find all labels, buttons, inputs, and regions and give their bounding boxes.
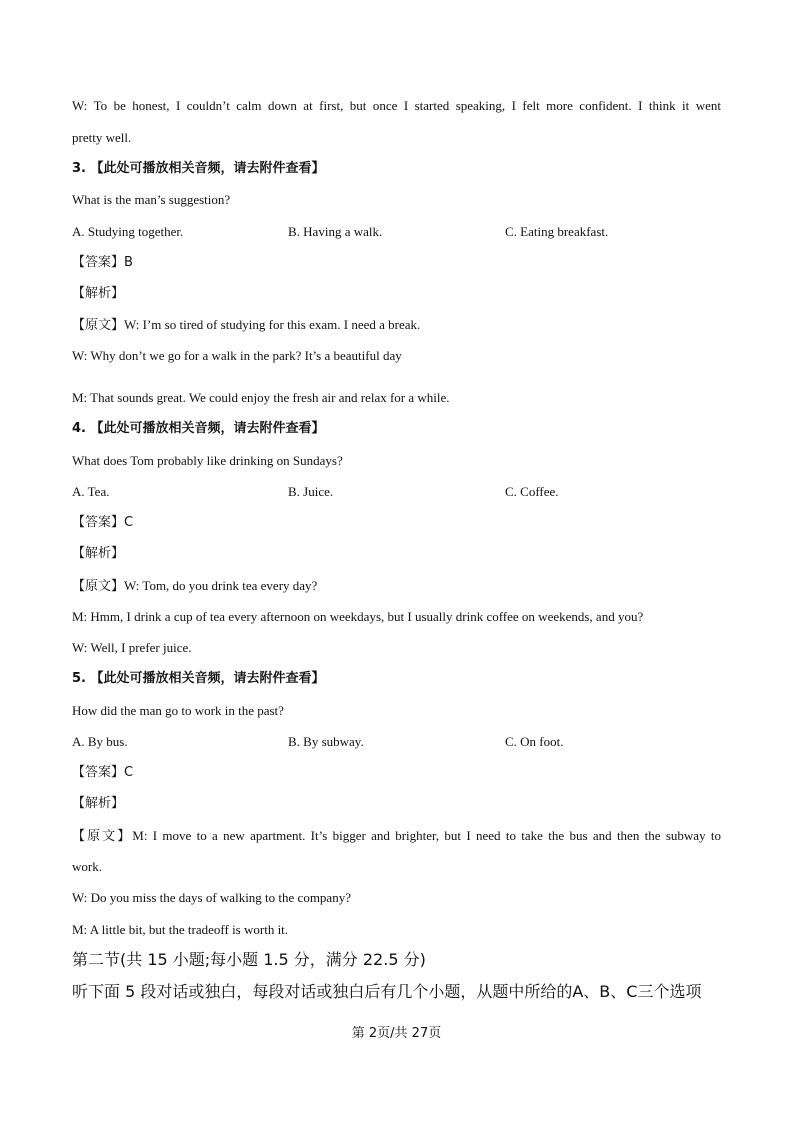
q5-answer: 【答案】C: [72, 765, 134, 780]
q5-transcript-line: work.: [72, 859, 102, 874]
question-3-text: What is the man’s suggestion?: [72, 192, 231, 207]
q4-option-c: C. Coffee.: [505, 484, 559, 499]
q4-analysis-label: 【解析】: [72, 546, 125, 561]
dialogue-line: pretty well.: [72, 130, 132, 145]
q4-transcript-line: W: Well, I prefer juice.: [72, 640, 192, 655]
question-4-header: 4. 【此处可播放相关音频，请去附件查看】: [72, 421, 325, 436]
q3-transcript-line: M: That sounds great. We could enjoy the fresh air and relax for a while.: [72, 390, 450, 405]
section-2-title: 第二节(共 15 小题;每小题 1.5 分，满分 22.5 分): [72, 950, 426, 969]
q4-option-a: A. Tea.: [72, 484, 110, 499]
page-footer: 第 2页/共 27页: [351, 1026, 442, 1041]
question-4-text: What does Tom probably like drinking on Sundays?: [72, 453, 343, 468]
q3-transcript-line: 【原文】W: I’m so tired of studying for this exam. I need a break.: [72, 317, 421, 332]
q5-analysis-label: 【解析】: [72, 796, 125, 811]
q3-analysis-label: 【解析】: [72, 286, 125, 301]
question-3-header: 3. 【此处可播放相关音频，请去附件查看】: [72, 161, 325, 176]
q3-option-a: A. Studying together.: [72, 224, 184, 239]
q5-transcript-line: 【原文】M: I move to a new apartment. It’s bigger and brighter, but I need to take the bus and then the subway to: [72, 828, 721, 843]
q4-transcript-line: M: Hmm, I drink a cup of tea every afternoon on weekdays, but I usually drink coffee on weekends, and you?: [72, 609, 644, 624]
q3-answer: 【答案】B: [72, 255, 133, 270]
q5-option-c: C. On foot.: [505, 734, 564, 749]
q4-option-b: B. Juice.: [288, 484, 334, 499]
q5-option-b: B. By subway.: [288, 734, 364, 749]
q3-transcript-line: W: Why don’t we go for a walk in the park? It’s a beautiful day: [72, 348, 402, 363]
q3-option-c: C. Eating breakfast.: [505, 224, 609, 239]
q4-transcript-line: 【原文】W: Tom, do you drink tea every day?: [72, 578, 318, 593]
q3-option-b: B. Having a walk.: [288, 224, 383, 239]
section-2-instruction: 听下面 5 段对话或独白，每段对话或独白后有几个小题，从题中所给的A、B、C三个选项: [72, 982, 702, 1001]
dialogue-line: W: To be honest, I couldn’t calm down at first, but once I started speaking, I felt more confident. I think it went: [72, 98, 721, 113]
question-5-header: 5. 【此处可播放相关音频，请去附件查看】: [72, 671, 325, 686]
q5-option-a: A. By bus.: [72, 734, 128, 749]
question-5-text: How did the man go to work in the past?: [72, 703, 284, 718]
q5-transcript-line: M: A little bit, but the tradeoff is worth it.: [72, 922, 289, 937]
q5-transcript-line: W: Do you miss the days of walking to the company?: [72, 890, 351, 905]
q4-answer: 【答案】C: [72, 515, 134, 530]
